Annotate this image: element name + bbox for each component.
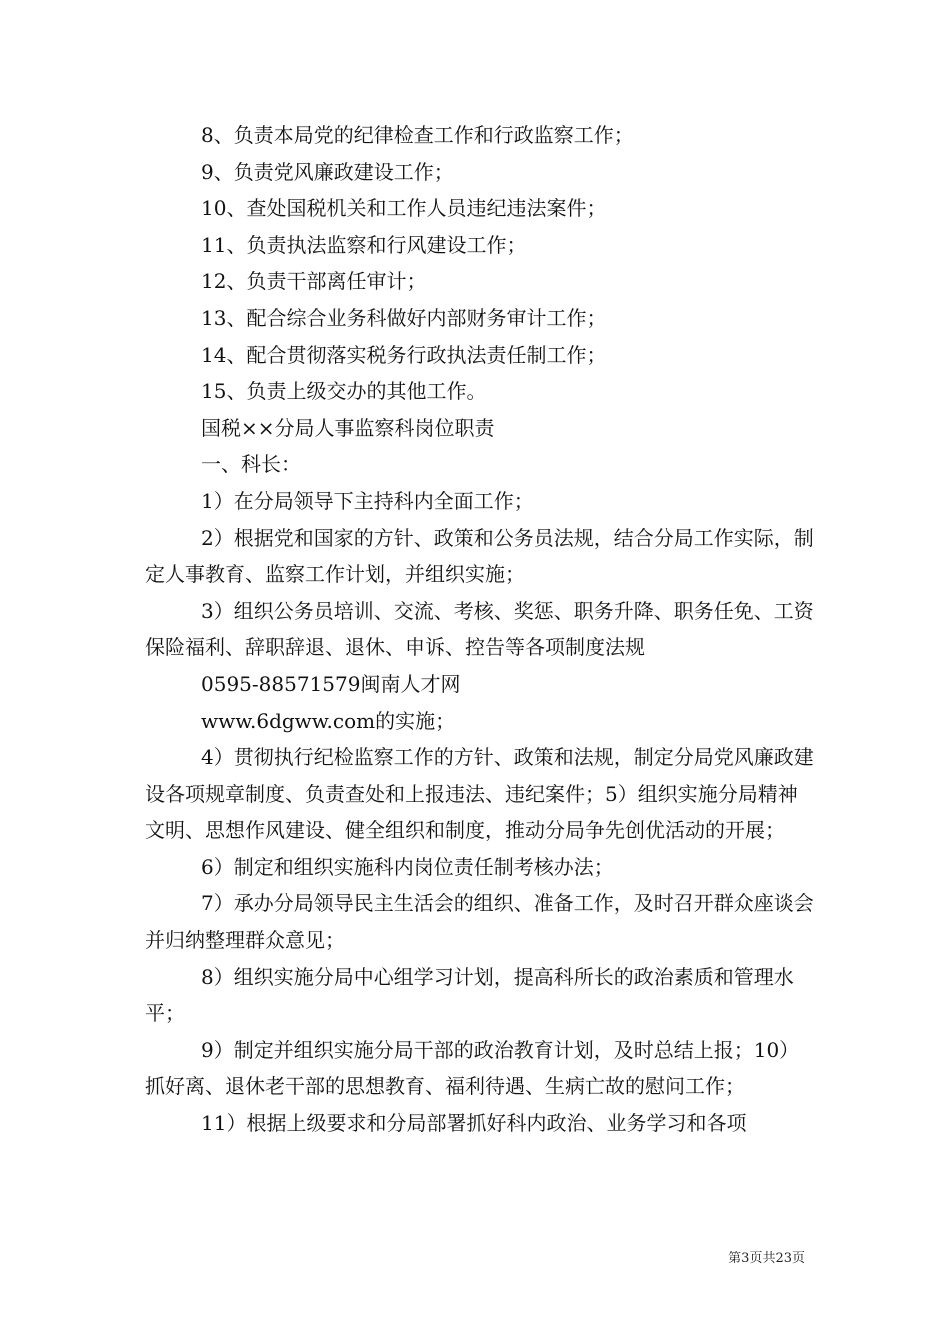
paragraph: 9）制定并组织实施分局干部的政治教育计划，及时总结上报；10）抓好离、退休老干部的思想教育、福利待遇、生病亡故的慰问工作； [145, 1037, 800, 1099]
section-heading: 一、科长： [201, 452, 301, 477]
paragraph: 13、配合综合业务科做好内部财务审计工作； [201, 305, 607, 330]
paragraph: 15、负责上级交办的其他工作。 [201, 379, 487, 404]
paragraph: www.6dgww.com的实施； [201, 708, 456, 733]
paragraph: 2）根据党和国家的方针、政策和公务员法规，结合分局工作实际，制定人事教育、监察工作计划，并组织实施； [145, 525, 814, 587]
paragraph: 4）贯彻执行纪检监察工作的方针、政策和法规，制定分局党风廉政建设各项规章制度、负责查处和上报违法、违纪案件；5）组织实施分局精神文明、思想作风建设、健全组织和制度，推动分局争先创优活动的开展； [145, 745, 814, 843]
paragraph: 3）组织公务员培训、交流、考核、奖惩、职务升降、职务任免、工资保险福利、辞职辞退、退休、申诉、控告等各项制度法规 [145, 598, 814, 660]
paragraph: 6）制定和组织实施科内岗位责任制考核办法； [201, 854, 614, 879]
paragraph: 14、配合贯彻落实税务行政执法责任制工作； [201, 342, 607, 367]
page-number: 第3页共23页 [728, 1251, 805, 1266]
paragraph: 0595-88571579闽南人才网 [201, 671, 461, 696]
paragraph: 8、负责本局党的纪律检查工作和行政监察工作； [201, 123, 634, 147]
section-title: 国税××分局人事监察科岗位职责 [201, 415, 495, 440]
paragraph: 7）承办分局领导民主生活会的组织、准备工作，及时召开群众座谈会并归纳整理群众意见； [145, 891, 814, 953]
paragraph: 12、负责干部离任审计； [201, 269, 427, 294]
document-body [145, 117, 815, 1142]
paragraph: 9、负责党风廉政建设工作； [201, 159, 454, 184]
paragraph: 11）根据上级要求和分局部署抓好科内政治、业务学习和各项 [201, 1111, 747, 1136]
paragraph: 11、负责执法监察和行风建设工作； [201, 232, 527, 257]
paragraph: 8）组织实施分局中心组学习计划，提高科所长的政治素质和管理水平； [145, 964, 794, 1026]
paragraph: 10、查处国税机关和工作人员违纪违法案件； [201, 196, 607, 221]
paragraph: 1）在分局领导下主持科内全面工作； [201, 488, 534, 513]
